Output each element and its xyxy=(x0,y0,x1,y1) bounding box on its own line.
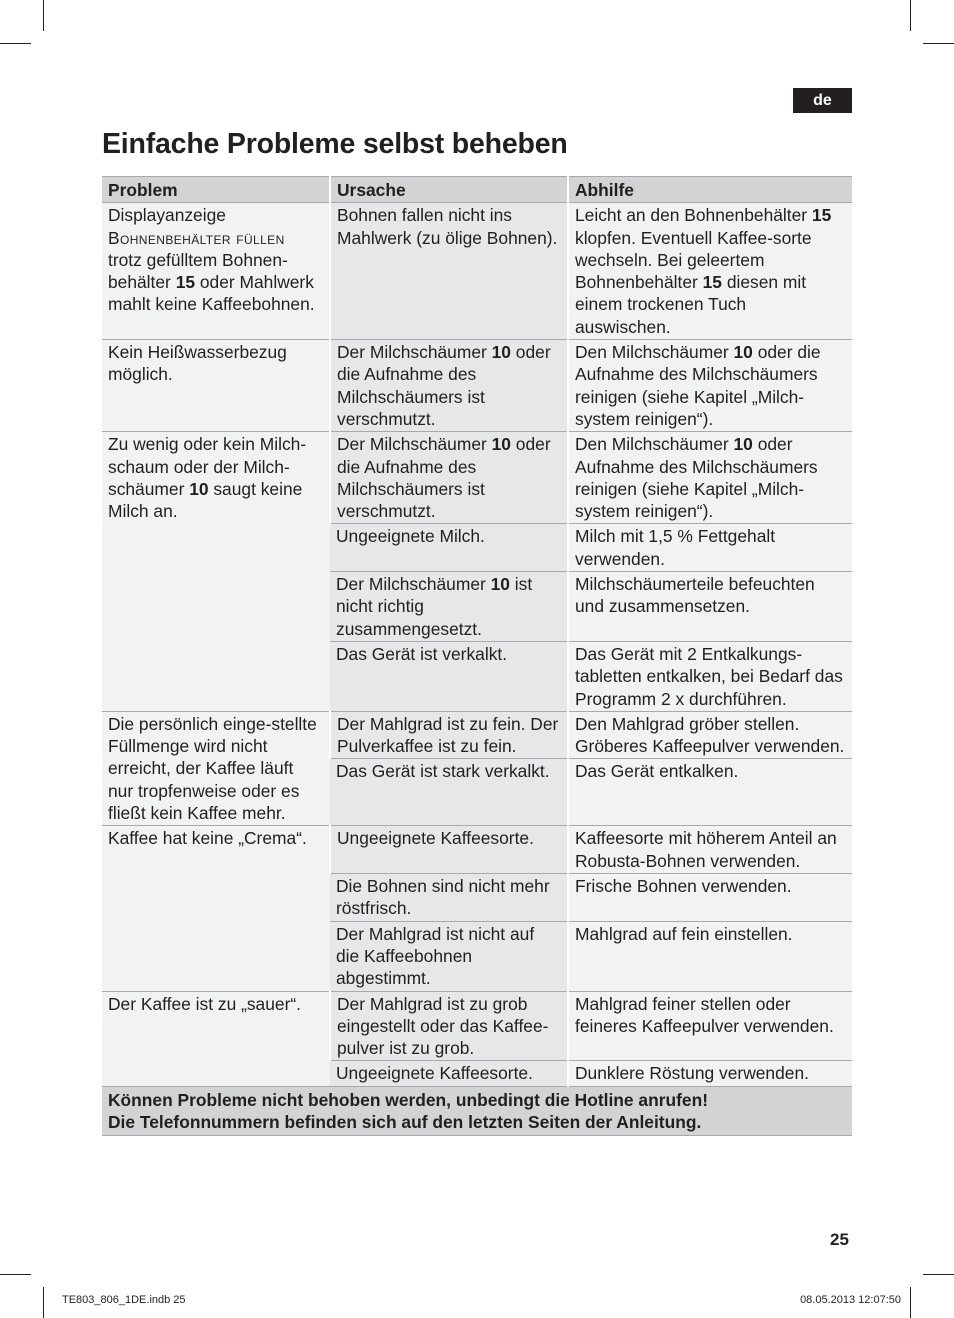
crop-mark xyxy=(43,1287,44,1318)
crop-mark xyxy=(0,1274,31,1275)
column-header-cause: Ursache xyxy=(330,177,568,203)
cause-cell: Der Mahlgrad ist nicht auf die Kaffeebohnen abgestimmt. xyxy=(330,921,568,991)
table-header-row xyxy=(102,177,852,203)
problem-cell xyxy=(102,432,330,712)
problem-cell xyxy=(102,203,330,340)
part-number: 10 xyxy=(491,342,511,363)
part-number: 15 xyxy=(702,272,722,293)
problem-cell: Kein Heißwasserbezug möglich. xyxy=(102,340,330,432)
remedy-text: oder die Aufnahme des Milchschäumers reinigen (siehe Kapitel „Milch-system reinigen“). xyxy=(575,342,821,429)
remedy-cell: Dunklere Röstung verwenden. xyxy=(568,1061,852,1086)
table-row xyxy=(102,826,852,874)
hotline-note xyxy=(102,1086,852,1136)
table-row xyxy=(102,340,852,432)
cause-text: ist nicht richtig zusammengesetzt. xyxy=(336,574,533,639)
hotline-note-row xyxy=(102,1086,852,1136)
table-row xyxy=(102,432,852,524)
table-row xyxy=(102,711,852,759)
remedy-cell: Mahlgrad auf fein einstellen. xyxy=(568,921,852,991)
page-number: 25 xyxy=(830,1230,849,1249)
cause-text: oder die Aufnahme des Milchschäumers ist verschmutzt. xyxy=(337,342,551,429)
remedy-cell xyxy=(568,340,852,432)
part-number: 10 xyxy=(733,342,753,363)
part-number: 15 xyxy=(811,205,832,226)
problem-text: oder Mahlwerk mahlt keine Kaffeebohnen. xyxy=(108,272,315,315)
remedy-text: Leicht an den Bohnenbehälter xyxy=(575,205,812,226)
cause-cell: Ungeeignete Milch. xyxy=(330,524,568,572)
part-number: 10 xyxy=(491,434,511,455)
cause-cell xyxy=(330,572,568,642)
problem-cell: Der Kaffee ist zu „sauer“. xyxy=(102,991,330,1086)
troubleshooting-table xyxy=(102,176,852,1136)
cause-text: oder die Aufnahme des Milchschäumers ist verschmutzt. xyxy=(337,434,551,522)
table-row xyxy=(102,991,852,1061)
crop-mark xyxy=(43,0,44,31)
cause-cell: Das Gerät ist stark verkalkt. xyxy=(330,759,568,826)
problem-cell: Kaffee hat keine „Crema“. xyxy=(102,826,330,991)
problem-cell: Die persönlich einge-stellte Füllmenge wird nicht erreicht, der Kaffee läuft nur tropfenweise oder es fließt kein Kaffee mehr. xyxy=(102,711,330,826)
remedy-text: oder Aufnahme des Milchschäumers reinigen (siehe Kapitel „Milch-system reinigen“). xyxy=(575,434,818,522)
remedy-cell: Mahlgrad feiner stellen oder feineres Kaffeepulver verwenden. xyxy=(568,991,852,1061)
remedy-cell: Milchschäumerteile befeuchten und zusammensetzen. xyxy=(568,572,852,642)
problem-text: Zu wenig oder kein Milch-schaum oder der Milch-schäumer xyxy=(108,434,307,499)
remedy-cell xyxy=(568,203,852,340)
part-number: 10 xyxy=(733,434,753,455)
cause-text: Der Milchschäumer xyxy=(337,342,492,363)
cause-cell: Ungeeignete Kaffeesorte. xyxy=(330,826,568,874)
remedy-cell: Das Gerät mit 2 Entkalkungs-tabletten entkalken, bei Bedarf das Programm 2 x durchführen. xyxy=(568,641,852,711)
hotline-note-line: Die Telefonnummern befinden sich auf den letzten Seiten der Anleitung. xyxy=(108,1111,702,1132)
language-tab: de xyxy=(793,88,852,113)
problem-text: saugt keine Milch an. xyxy=(108,478,303,522)
cause-text: Der Milchschäumer xyxy=(336,574,491,595)
problem-text: Displayanzeige xyxy=(108,205,226,226)
crop-mark xyxy=(0,43,31,44)
part-number: 10 xyxy=(189,478,209,499)
remedy-cell: Frische Bohnen verwenden. xyxy=(568,874,852,922)
remedy-text: Den Milchschäumer xyxy=(575,342,734,363)
cause-cell: Der Mahlgrad ist zu grob eingestellt oder das Kaffee-pulver ist zu grob. xyxy=(330,991,568,1061)
hotline-note-line: Können Probleme nicht behoben werden, unbedingt die Hotline anrufen! xyxy=(108,1089,708,1110)
remedy-cell: Milch mit 1,5 % Fettgehalt verwenden. xyxy=(568,524,852,572)
display-message: Bohnenbehälter füllen xyxy=(108,227,285,248)
cause-cell: Das Gerät ist verkalkt. xyxy=(330,641,568,711)
remedy-cell: Kaffeesorte mit höherem Anteil an Robusta-Bohnen verwenden. xyxy=(568,826,852,874)
remedy-text: klopfen. Eventuell Kaffee-sorte wechseln. Bei geleertem Bohnenbehälter xyxy=(575,227,812,293)
column-header-remedy: Abhilfe xyxy=(568,177,852,203)
remedy-cell: Das Gerät entkalken. xyxy=(568,759,852,826)
table-row xyxy=(102,203,852,340)
remedy-text: Den Milchschäumer xyxy=(575,434,734,455)
part-number: 15 xyxy=(175,272,196,293)
remedy-cell: Den Mahlgrad gröber stellen. Gröberes Kaffeepulver verwenden. xyxy=(568,711,852,759)
cause-cell: Bohnen fallen nicht ins Mahlwerk (zu ölige Bohnen). xyxy=(330,203,568,340)
print-footer-left: TE803_806_1DE.indb 25 xyxy=(62,1294,186,1306)
cause-cell xyxy=(330,432,568,524)
crop-mark xyxy=(910,0,911,31)
crop-mark xyxy=(923,1274,954,1275)
crop-mark xyxy=(910,1287,911,1318)
remedy-cell xyxy=(568,432,852,524)
remedy-text: diesen mit einem trockenen Tuch auswischen. xyxy=(575,272,807,337)
print-footer-right: 08.05.2013 12:07:50 xyxy=(800,1294,901,1306)
cause-text: Der Milchschäumer xyxy=(337,434,492,455)
problem-text: trotz gefülltem Bohnen-behälter xyxy=(108,249,288,293)
page-title: Einfache Probleme selbst beheben xyxy=(102,128,568,160)
cause-cell xyxy=(330,340,568,432)
column-header-problem: Problem xyxy=(102,177,330,203)
part-number: 10 xyxy=(490,574,510,595)
cause-cell: Ungeeignete Kaffeesorte. xyxy=(330,1061,568,1086)
cause-cell: Die Bohnen sind nicht mehr röstfrisch. xyxy=(330,874,568,922)
crop-mark xyxy=(923,43,954,44)
cause-cell: Der Mahlgrad ist zu fein. Der Pulverkaffee ist zu fein. xyxy=(330,711,568,759)
